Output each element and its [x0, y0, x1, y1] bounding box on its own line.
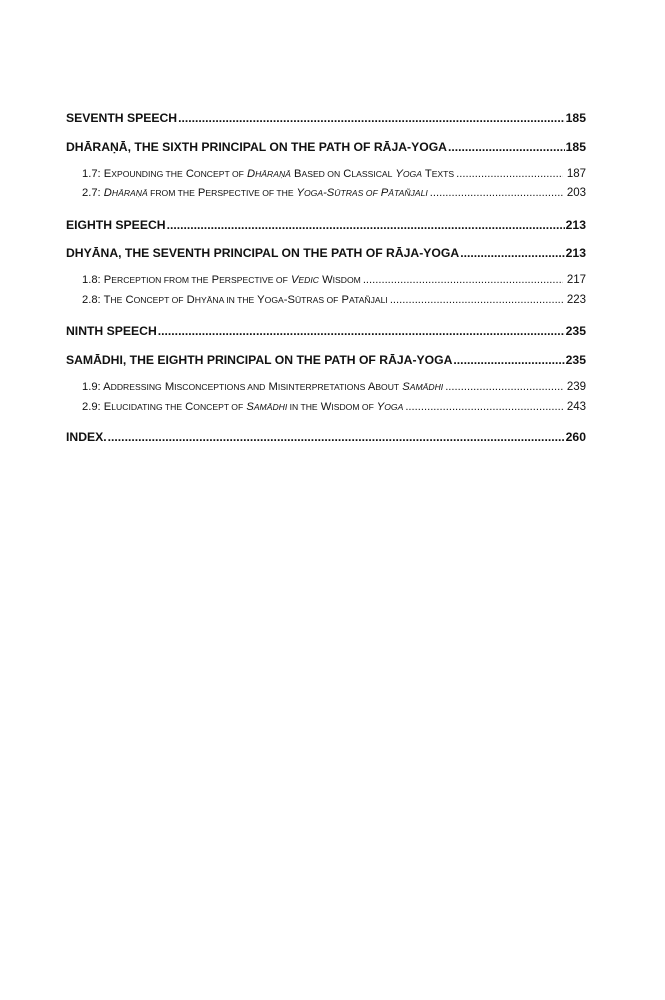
toc-title-fragment: ERCEPTION FROM THE — [111, 275, 209, 285]
toc-entry-title — [82, 187, 428, 199]
toc-leader-dots — [158, 324, 565, 338]
toc-title-fragment: S — [399, 381, 410, 393]
toc-title-fragment: ŪTRAS OF — [294, 295, 339, 305]
toc-leader-dots — [390, 294, 563, 306]
toc-title-fragment: IN THE — [287, 402, 318, 412]
toc-title-fragment: A — [103, 381, 111, 393]
toc-leader-dots — [453, 353, 564, 367]
toc-title-fragment: 2.8: — [82, 294, 104, 306]
toc-title-fragment: 2.9: — [82, 401, 104, 413]
toc-title-fragment: EXTS — [431, 169, 455, 179]
toc-title-fragment: D — [243, 168, 256, 180]
toc-title-fragment: C — [182, 401, 194, 413]
toc-leader-dots — [167, 218, 565, 232]
toc-title-fragment: C — [340, 168, 352, 180]
toc-title-fragment: P — [103, 274, 112, 286]
toc-title-fragment: AMĀDHI — [253, 402, 288, 412]
toc-page-number: 187 — [566, 168, 586, 180]
toc-entry-title — [66, 246, 459, 260]
toc-title-fragment: INDEX. — [66, 430, 107, 444]
toc-entry-title — [66, 140, 447, 154]
toc-title-fragment: 2.7: — [82, 187, 104, 199]
toc-section-entry[interactable] — [82, 168, 586, 180]
toc-title-fragment: DHĀRAṆĀ, THE SIXTH PRINCIPAL ON THE PATH OF RĀJA-YOGA — [66, 140, 447, 154]
toc-chapter-entry[interactable] — [66, 111, 586, 125]
toc-title-fragment: HĀRAṆĀ — [111, 188, 148, 198]
toc-chapter-entry[interactable] — [66, 353, 586, 367]
toc-section-entry[interactable] — [82, 294, 586, 306]
toc-chapter-entry[interactable] — [66, 140, 586, 154]
toc-title-fragment: LUCIDATING THE — [111, 402, 183, 412]
toc-title-fragment: EDIC — [298, 275, 319, 285]
toc-title-fragment: ONCEPT OF — [133, 295, 184, 305]
toc-entry-title — [82, 381, 443, 393]
toc-entry-title — [82, 274, 361, 286]
toc-title-fragment: S — [243, 401, 254, 413]
toc-chapter-entry[interactable] — [66, 218, 586, 232]
toc-title-fragment: OGA — [264, 295, 284, 305]
toc-page-number: 223 — [566, 294, 586, 306]
toc-title-fragment: DDRESSING — [110, 382, 162, 392]
toc-title-fragment: Y — [254, 294, 265, 306]
toc-page-number: 235 — [565, 353, 586, 367]
toc-title-fragment: C — [182, 168, 194, 180]
toc-title-fragment: NINTH SPEECH — [66, 324, 157, 338]
toc-title-fragment: EIGHTH SPEECH — [66, 218, 166, 232]
toc-title-fragment: B — [290, 168, 302, 180]
toc-title-fragment: AMĀDHI — [409, 382, 444, 392]
toc-title-fragment: LASSICAL — [351, 169, 393, 179]
toc-section-entry[interactable] — [82, 401, 586, 413]
toc-title-fragment: T — [103, 294, 111, 306]
toc-title-fragment: HĀRAṆĀ — [255, 169, 291, 179]
toc-title-fragment: OGA — [402, 169, 422, 179]
toc-title-fragment: Y — [373, 401, 385, 413]
toc-title-fragment: V — [287, 274, 299, 286]
toc-title-fragment: OGA — [303, 188, 324, 198]
toc-page-number: 185 — [565, 140, 586, 154]
toc-page-number: 217 — [566, 274, 586, 286]
toc-page-number: 213 — [565, 218, 586, 232]
toc-title-fragment: D — [183, 294, 195, 306]
toc-leader-dots — [405, 401, 562, 413]
toc-entry-title — [66, 324, 157, 338]
toc-entry-title — [82, 401, 403, 413]
toc-title-fragment: D — [103, 187, 112, 199]
toc-title-fragment: ERSPECTIVE OF — [219, 275, 288, 285]
toc-title-fragment: -S — [283, 294, 295, 306]
toc-title-fragment: A — [365, 381, 376, 393]
toc-title-fragment: ONCEPT OF — [193, 169, 244, 179]
toc-title-fragment: W — [318, 274, 333, 286]
toc-leader-dots — [448, 140, 565, 154]
toc-title-fragment: P — [208, 274, 220, 286]
toc-chapter-entry[interactable] — [66, 324, 586, 338]
toc-title-fragment: DHYĀNA, THE SEVENTH PRINCIPAL ON THE PATH OF RĀJA-YOGA — [66, 246, 460, 260]
toc-title-fragment: M — [265, 381, 278, 393]
toc-title-fragment: FROM THE — [147, 188, 195, 198]
toc-entry-title — [66, 353, 452, 367]
toc-title-fragment: ISDOM — [332, 275, 361, 285]
toc-leader-dots — [445, 381, 563, 393]
toc-page-number: 239 — [566, 381, 586, 393]
toc-title-fragment: -S — [323, 187, 335, 199]
toc-title-fragment: ISINTERPRETATIONS — [277, 382, 366, 392]
toc-title-fragment: ISDOM OF — [331, 402, 374, 412]
toc-section-entry[interactable] — [82, 187, 586, 199]
toc-page-number: 185 — [565, 111, 586, 125]
toc-title-fragment: E — [103, 168, 112, 180]
toc-title-fragment: ATAÑJALI — [348, 295, 388, 305]
toc-page-number: 260 — [565, 430, 586, 444]
toc-title-fragment: ISCONCEPTIONS AND — [174, 382, 266, 392]
toc-entry-title — [66, 430, 107, 444]
toc-page-number: 203 — [566, 187, 586, 199]
toc-title-fragment: ONCEPT OF — [193, 402, 244, 412]
toc-title-fragment: Y — [392, 168, 403, 180]
toc-title-fragment: Y — [293, 187, 304, 199]
toc-title-fragment: 1.8: — [82, 274, 104, 286]
toc-title-fragment: P — [377, 187, 389, 199]
toc-title-fragment: XPOUNDING THE — [111, 169, 183, 179]
toc-title-fragment: 1.9: — [82, 381, 104, 393]
toc-title-fragment: ERSPECTIVE OF THE — [205, 188, 294, 198]
toc-leader-dots — [363, 274, 563, 286]
toc-chapter-entry[interactable] — [66, 430, 586, 444]
toc-title-fragment: HYĀNA IN THE — [194, 295, 255, 305]
toc-title-fragment: C — [122, 294, 134, 306]
toc-title-fragment: P — [194, 187, 206, 199]
toc-leader-dots — [108, 430, 565, 444]
toc-leader-dots — [460, 246, 564, 260]
toc-title-fragment: ŪTRAS OF — [334, 188, 378, 198]
toc-title-fragment: OGA — [384, 402, 404, 412]
toc-leader-dots — [430, 187, 563, 199]
toc-page-number: 213 — [565, 246, 586, 260]
toc-title-fragment: ASED ON — [301, 169, 341, 179]
toc-entry-title — [66, 111, 177, 125]
toc-section-entry[interactable] — [82, 381, 586, 393]
toc-title-fragment: BOUT — [375, 382, 400, 392]
toc-entry-title — [66, 218, 166, 232]
toc-title-fragment: HE — [110, 295, 123, 305]
toc-title-fragment: T — [421, 168, 432, 180]
toc-title-fragment: SEVENTH SPEECH — [66, 111, 178, 125]
toc-title-fragment: SAMĀDHI, THE EIGHTH PRINCIPAL ON THE PATH OF RĀJA-YOGA — [66, 353, 453, 367]
toc-leader-dots — [456, 168, 563, 180]
toc-title-fragment: ĀTAÑJALI — [388, 188, 428, 198]
toc-leader-dots — [178, 111, 565, 125]
toc-chapter-entry[interactable] — [66, 246, 586, 260]
toc-page-number: 243 — [566, 401, 586, 413]
toc-title-fragment: W — [317, 401, 332, 413]
toc-title-fragment: P — [338, 294, 349, 306]
toc-page-number: 235 — [565, 324, 586, 338]
toc-entry-title — [82, 294, 388, 306]
toc-title-fragment: M — [161, 381, 175, 393]
toc-entry-title — [82, 168, 454, 180]
toc-title-fragment: 1.7: — [82, 168, 104, 180]
toc-section-entry[interactable] — [82, 274, 586, 286]
toc-title-fragment: E — [103, 401, 112, 413]
